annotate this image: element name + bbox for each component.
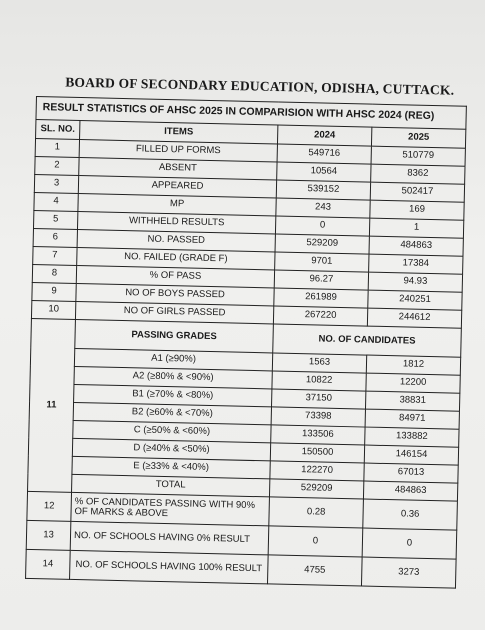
grade-label-cell: C (≥50% & <60%): [73, 420, 271, 442]
value-2025-cell: 240251: [368, 290, 462, 310]
item-cell: APPEARED: [78, 175, 276, 197]
grade-label-cell: B2 (≥60% & <70%): [73, 402, 271, 424]
value-2024-cell: 0: [268, 526, 363, 557]
value-2024-cell: 0: [275, 216, 369, 236]
sl-no-cell: 14: [26, 549, 71, 579]
value-2025-cell: 484863: [369, 236, 463, 256]
grade-label-cell: D (≥40% & <50%): [72, 438, 270, 460]
value-2024-cell: 9701: [275, 252, 369, 272]
value-2024-cell: 10564: [277, 162, 371, 182]
result-statistics-table: [25, 96, 467, 589]
value-2025-cell: 8362: [371, 164, 465, 184]
candidates-header-label: NO. OF CANDIDATES: [273, 324, 462, 357]
item-cell: FILLED UP FORMS: [79, 139, 277, 161]
value-2025-cell: 1812: [366, 355, 460, 375]
value-2025-cell: 1: [369, 218, 463, 238]
value-2025-cell: 484863: [363, 481, 457, 501]
sl-no-cell: 10: [31, 300, 75, 319]
value-2025-cell: 133882: [365, 427, 459, 447]
value-2024-cell: 243: [276, 198, 370, 218]
table-body: [26, 97, 467, 589]
value-2024-cell: 10822: [272, 371, 366, 391]
value-2024-cell: 96.27: [274, 270, 368, 290]
item-cell: ABSENT: [79, 157, 277, 179]
header-sl-no: SL. NO.: [36, 120, 80, 140]
item-cell: % OF CANDIDATES PASSING WITH 90% OF MARKS & ABOVE: [71, 492, 270, 525]
value-2025-cell: 38831: [365, 391, 459, 411]
item-cell: WITHHELD RESULTS: [77, 211, 275, 233]
sl-no-cell: 13: [26, 520, 71, 550]
value-2025-cell: 0: [362, 528, 457, 559]
value-2025-cell: 3273: [361, 557, 456, 588]
board-heading: BOARD OF SECONDARY EDUCATION, ODISHA, CUTTACK.: [65, 74, 455, 98]
value-2025-cell: 84971: [365, 409, 459, 429]
sl-no-cell: 9: [32, 282, 76, 301]
sl-no-cell: 4: [34, 192, 78, 211]
sl-no-cell: 11: [28, 318, 76, 492]
sl-no-cell: 12: [27, 491, 72, 521]
sl-no-cell: 8: [32, 264, 76, 283]
value-2024-cell: 529209: [275, 234, 369, 254]
sl-no-cell: 7: [33, 246, 77, 265]
grade-label-cell: E (≥33% & <40%): [72, 456, 270, 478]
grades-header-label: PASSING GRADES: [75, 319, 274, 352]
value-2024-cell: 529209: [269, 479, 363, 499]
header-2025: 2025: [371, 127, 465, 148]
value-2024-cell: 133506: [271, 425, 365, 445]
value-2025-cell: 67013: [364, 463, 458, 483]
item-cell: MP: [78, 193, 276, 215]
sl-no-cell: 5: [33, 210, 77, 229]
sl-no-cell: 1: [35, 139, 79, 158]
value-2025-cell: 0.36: [363, 499, 458, 530]
value-2025-cell: 169: [370, 200, 464, 220]
header-2024: 2024: [277, 125, 371, 146]
item-cell: NO OF BOYS PASSED: [76, 283, 274, 305]
table-title: RESULT STATISTICS OF AHSC 2025 IN COMPARISION WITH AHSC 2024 (REG): [36, 97, 466, 130]
value-2025-cell: 12200: [366, 373, 460, 393]
value-2024-cell: 1563: [272, 353, 366, 373]
value-2024-cell: 0.28: [269, 497, 364, 528]
value-2024-cell: 37150: [272, 389, 366, 409]
header-items: ITEMS: [80, 121, 278, 144]
value-2025-cell: 17384: [369, 254, 463, 274]
result-table-wrap: [25, 96, 467, 589]
sl-no-cell: 2: [35, 156, 79, 175]
grade-label-cell: A2 (≥80% & <90%): [74, 366, 272, 388]
item-cell: NO. PASSED: [77, 229, 275, 251]
value-2024-cell: 4755: [267, 555, 362, 586]
value-2025-cell: 502417: [370, 182, 464, 202]
item-cell: NO. FAILED (GRADE F): [77, 247, 275, 269]
item-cell: NO. OF SCHOOLS HAVING 100% RESULT: [70, 550, 269, 583]
value-2024-cell: 539152: [276, 180, 370, 200]
value-2025-cell: 510779: [371, 146, 465, 166]
value-2024-cell: 150500: [270, 443, 364, 463]
value-2024-cell: 549716: [277, 144, 371, 164]
value-2024-cell: 267220: [273, 306, 367, 326]
item-cell: NO. OF SCHOOLS HAVING 0% RESULT: [70, 521, 269, 554]
value-2025-cell: 146154: [364, 445, 458, 465]
value-2024-cell: 261989: [274, 288, 368, 308]
value-2024-cell: 122270: [270, 461, 364, 481]
sl-no-cell: 3: [34, 174, 78, 193]
sl-no-cell: 6: [33, 228, 77, 247]
grade-label-cell: TOTAL: [72, 474, 270, 496]
grade-label-cell: A1 (≥90%): [74, 348, 272, 370]
grade-label-cell: B1 (≥70% & <80%): [74, 384, 272, 406]
value-2025-cell: 94.93: [368, 272, 462, 292]
value-2024-cell: 73398: [271, 407, 365, 427]
item-cell: % OF PASS: [76, 265, 274, 287]
value-2025-cell: 244612: [367, 308, 461, 328]
item-cell: NO OF GIRLS PASSED: [75, 301, 273, 323]
